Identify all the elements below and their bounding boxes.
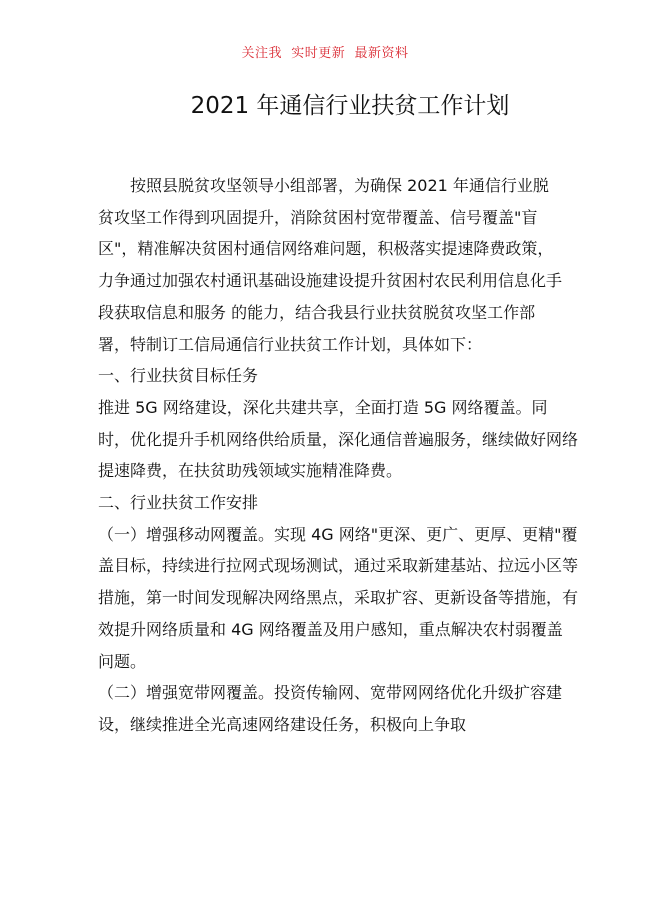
follow-notice-header: 关注我 实时更新 最新资料 <box>241 46 409 61</box>
document-title: 2021 年通信行业扶贫工作计划 <box>190 93 510 119</box>
arrangement-item-mobile: （一）增强移动网覆盖。实现 4G 网络"更深、更广、更厚、更精"覆盖目标，持续进行拉网式现场测试，通过采取新建基站、拉远小区等措施，第一时间发现解决网络黑点，采取扩容、更新设备等措施，有效提升网络质量和 4G 网络覆盖及用户感知，重点解决农村弱覆盖问题。 <box>98 524 579 671</box>
section-heading-arrangements: 二、行业扶贫工作安排 <box>98 493 259 513</box>
arrangement-item-broadband: （二）增强宽带网覆盖。投资传输网、宽带网网络优化升级扩容建设，继续推进全光高速网络建设任务，积极向上争取 <box>98 683 563 734</box>
document-body <box>98 170 579 741</box>
section-heading-targets: 一、行业扶贫目标任务 <box>98 366 259 386</box>
section-paragraph-targets: 推进 5G 网络建设，深化共建共享，全面打造 5G 网络覆盖。同时，优化提升手机网络供给质量，深化通信普遍服务，继续做好网络提速降费，在扶贫助残领域实施精准降费。 <box>98 397 579 481</box>
intro-paragraph: 按照县脱贫攻坚领导小组部署，为确保 2021 年通信行业脱贫攻坚工作得到巩固提升，消除贫困村宽带覆盖、信号覆盖"盲区"，精准解决贫困村通信网络难问题，积极落实提速降费政策，力争通过加强农村通讯基础设施建设提升贫困村农民利用信息化手段获取信息和服务 的能力，结合我县行业扶贫脱贫攻坚工作部署，特制订工信局通信行业扶贫工作计划，具体如下： <box>98 176 563 354</box>
